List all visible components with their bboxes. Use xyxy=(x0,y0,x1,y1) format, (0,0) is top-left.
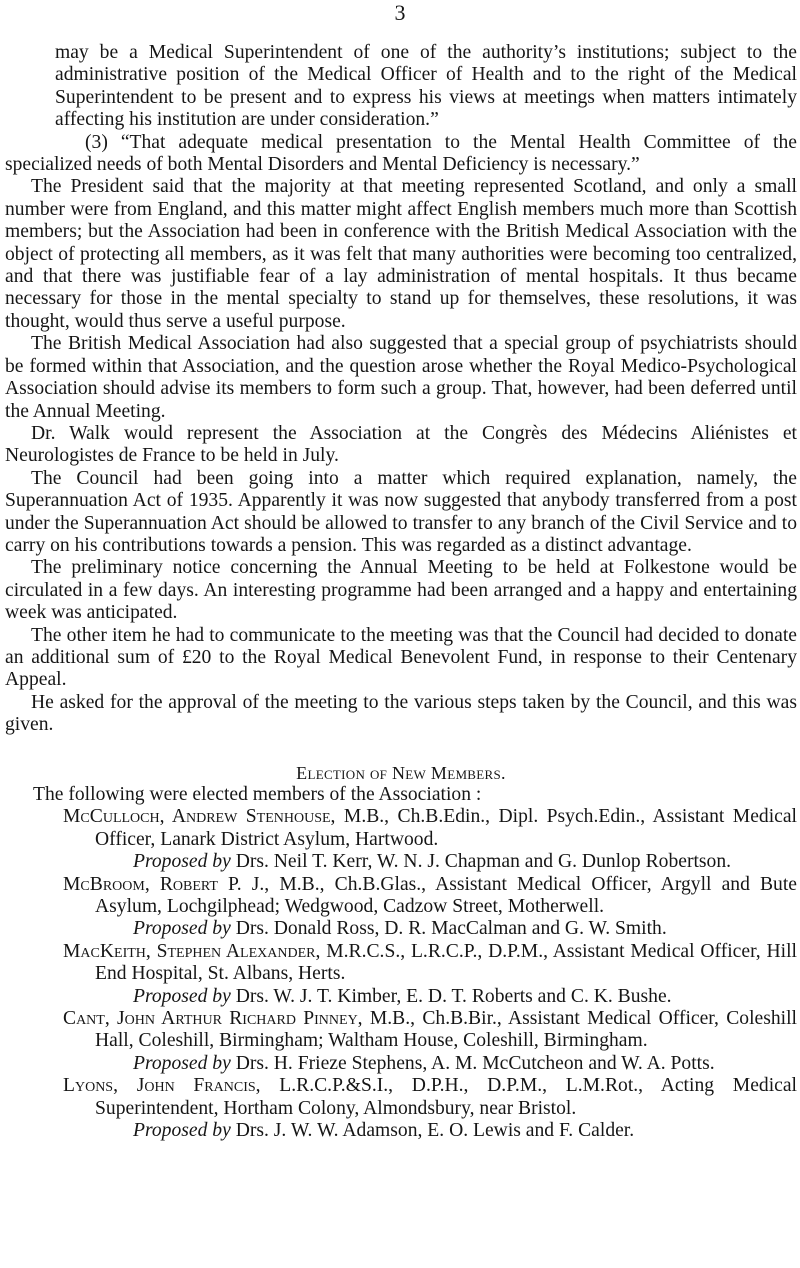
member-details: M.B., Ch.B.Bir., Assistant Medical Officer, Coleshill Hall, Coleshill, Birmingham; Waltham House, Coleshill, Birmingham. xyxy=(95,1008,797,1052)
document-body xyxy=(5,42,797,1143)
proposers-names: Drs. H. Frieze Stephens, A. M. McCutcheon and W. A. Potts. xyxy=(235,1052,715,1074)
member-description xyxy=(5,874,797,919)
member-name: Cant, John Arthur Richard Pinney, xyxy=(63,1008,363,1030)
member-entry xyxy=(5,1075,797,1142)
member-details: M.R.C.S., L.R.C.P., D.P.M., Assistant Medical Officer, Hill End Hospital, St. Albans, Herts. xyxy=(95,940,797,985)
member-description xyxy=(5,1008,797,1053)
proposers-names: Drs. W. J. T. Kimber, E. D. T. Roberts and C. K. Bushe. xyxy=(235,985,672,1007)
proposed-by-label: Proposed by xyxy=(133,1120,231,1142)
paragraph-annual-meeting: The preliminary notice concerning the Annual Meeting to be held at Folkestone would be circulated in a few days. An interesting programme had been arranged and a happy and entertaining week was anticipated. xyxy=(5,557,797,624)
member-proposers xyxy=(5,986,797,1008)
member-description xyxy=(5,806,797,851)
member-proposers xyxy=(5,1053,797,1075)
member-details: L.R.C.P.&S.I., D.P.H., D.P.M., L.M.Rot., Acting Medical Superintendent, Hortham Colony, Almondsbury, near Bristol. xyxy=(95,1075,797,1119)
paragraph-superannuation: The Council had been going into a matter which required explanation, namely, the Superannuation Act of 1935. Apparently it was now suggested that anybody transferred from a post under the Superannuation Act should be allowed to transfer to any branch of the Civil Service and to carry on his contributions towards a pension. This was regarded as a distinct advantage. xyxy=(5,467,797,556)
paragraph-dr-walk: Dr. Walk would represent the Association at the Congrès des Médecins Aliénistes et Neurologistes de France to be held in July. xyxy=(5,422,797,467)
member-proposers xyxy=(5,1120,797,1142)
paragraph-continuation: may be a Medical Superintendent of one of the authority’s institutions; subject to the administrative position of the Medical Officer of Health and to the right of the Medical Superintendent to be present and to express his views at meetings when matters intimately affecting his institution are under consideration.” xyxy=(55,42,797,131)
paragraph-benevolent-fund: The other item he had to communicate to the meeting was that the Council had decided to donate an additional sum of £20 to the Royal Medical Benevolent Fund, in response to their Centenary Appeal. xyxy=(5,624,797,691)
proposed-by-label: Proposed by xyxy=(133,985,231,1007)
election-intro: The following were elected members of the Association : xyxy=(33,784,482,805)
proposers-names: Drs. J. W. W. Adamson, E. O. Lewis and F. Calder. xyxy=(235,1120,635,1142)
proposed-by-label: Proposed by xyxy=(133,851,231,873)
member-name: Lyons, John Francis, xyxy=(63,1075,261,1097)
members-list xyxy=(5,806,797,1142)
paragraph-president: The President said that the majority at that meeting represented Scotland, and only a small number were from England, and this matter might affect English members much more than Scottish members; but the Association had been in conference with the British Medical Association with the object of protecting all members, as it was felt that many authorities were becoming too centralized, and that there was justifiable fear of a lay administration of mental hospitals. It thus became necessary for those in the mental specialty to stand up for themselves, these resolutions, it was thought, would thus serve a useful purpose. xyxy=(5,176,797,332)
paragraph-bma-group: The British Medical Association had also suggested that a special group of psychiatrists should be formed within that Association, and the question arose whether the Royal Medico-Psychological Association should advise its members to form such a group. That, however, had been deferred until the Annual Meeting. xyxy=(5,333,797,422)
member-details: M.B., Ch.B.Glas., Assistant Medical Officer, Argyll and Bute Asylum, Lochgilphead; Wedgwood, Cadzow Street, Motherwell. xyxy=(95,873,797,918)
member-entry xyxy=(5,1008,797,1075)
member-details: M.B., Ch.B.Edin., Dipl. Psych.Edin., Assistant Medical Officer, Lanark District Asylum, Hartwood. xyxy=(95,806,797,850)
section-heading: Election of New Members. xyxy=(296,762,506,783)
member-name: McCulloch, Andrew Stenhouse, xyxy=(63,806,336,828)
proposers-names: Drs. Neil T. Kerr, W. N. J. Chapman and G. Dunlop Robertson. xyxy=(235,851,732,873)
proposed-by-label: Proposed by xyxy=(133,1052,231,1074)
member-proposers xyxy=(5,851,797,873)
member-proposers xyxy=(5,918,797,940)
proposers-names: Drs. Donald Ross, D. R. MacCalman and G. W. Smith. xyxy=(235,918,667,940)
paragraph-approval: He asked for the approval of the meeting to the various steps taken by the Council, and this was given. xyxy=(5,691,797,736)
member-name: McBroom, Robert P. J., xyxy=(63,873,270,895)
member-entry xyxy=(5,874,797,941)
paragraph-resolution-3: (3) “That adequate medical presentation to the Mental Health Committee of the specialized needs of both Mental Disorders and Mental Deficiency is necessary.” xyxy=(5,131,797,176)
member-description xyxy=(5,1075,797,1120)
proposed-by-label: Proposed by xyxy=(133,918,231,940)
member-description xyxy=(5,941,797,986)
page-number: 3 xyxy=(394,0,406,25)
member-name: MacKeith, Stephen Alexander, xyxy=(63,940,321,962)
member-entry xyxy=(5,941,797,1008)
member-entry xyxy=(5,806,797,873)
